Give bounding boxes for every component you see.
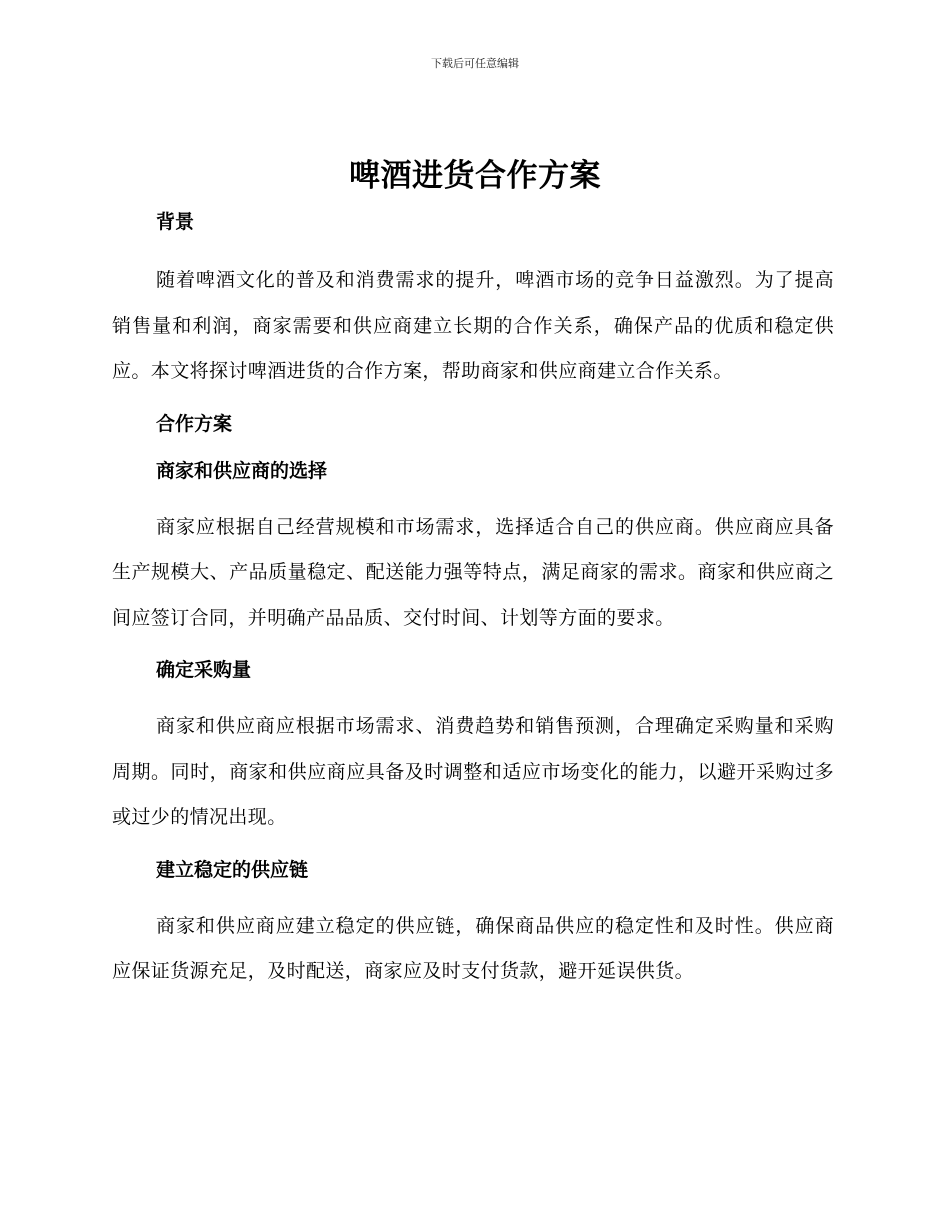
subheading-quantity: 确定采购量 bbox=[156, 659, 252, 681]
section-heading-background: 背景 bbox=[156, 211, 195, 233]
section-heading-plan: 合作方案 bbox=[156, 412, 233, 435]
subheading-supply-chain: 建立稳定的供应链 bbox=[156, 858, 309, 881]
header-note: 下载后可任意编辑 bbox=[431, 57, 519, 70]
document-body bbox=[112, 204, 834, 995]
paragraph-supply-chain: 商家和供应商应建立稳定的供应链，确保商品供应的稳定性和及时性。供应商应保证货源充足，及时配送，商家应及时支付货款，避开延误供货。 bbox=[112, 914, 834, 982]
paragraph-background: 随着啤酒文化的普及和消费需求的提升，啤酒市场的竞争日益激烈。为了提高销售量和利润，商家需要和供应商建立长期的合作关系，确保产品的优质和稳定供应。本文将探讨啤酒进货的合作方案，帮助商家和供应商建立合作关系。 bbox=[112, 269, 834, 382]
paragraph-quantity: 商家和供应商应根据市场需求、消费趋势和销售预测，合理确定采购量和采购周期。同时，商家和供应商应具备及时调整和适应市场变化的能力，以避开采购过多或过少的情况出现。 bbox=[112, 715, 834, 828]
subheading-selection: 商家和供应商的选择 bbox=[156, 459, 328, 482]
paragraph-selection: 商家应根据自己经营规模和市场需求，选择适合自己的供应商。供应商应具备生产规模大、产品质量稳定、配送能力强等特点，满足商家的需求。商家和供应商之间应签订合同，并明确产品品质、交付时间、计划等方面的要求。 bbox=[112, 515, 834, 629]
document-title: 啤酒进货合作方案 bbox=[349, 158, 601, 194]
